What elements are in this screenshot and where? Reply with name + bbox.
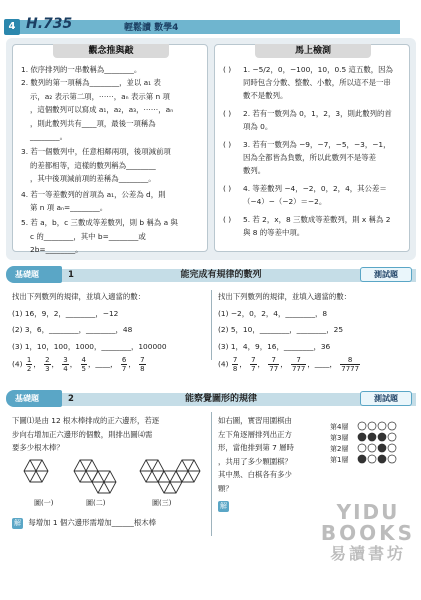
basic-badge: 基礎題 [6,390,62,407]
concept-line: ，這個數列可以寫成 a₁，a₂，a₃，⋯⋯，aₙ [30,105,174,115]
solution-text: 每增加 1 個六邊形需增加______根木棒 [28,518,157,527]
quick-item [223,213,403,239]
layer-label: 第3層 [330,434,349,442]
watermark-text: YIDU [336,500,400,524]
quick-item [223,107,403,133]
concept-line: 4. 若一等差數列的首項為 a₁，公差為 d，則 [21,189,166,199]
quick-item-line: 4. 等差數列 −4，−2，0，2，4，其公差＝ [243,184,387,193]
question-line: 左下角逐層排列出正方 [218,429,292,439]
section-number: 1 [68,270,74,280]
figure-caption: 圖(三) [152,499,172,507]
concept-line: 第 n 項 aₙ=________。 [30,203,108,213]
fraction: $\frac{7}{777}$ [291,356,306,373]
question: (3) 1，4，9，16，________，36 [218,341,331,351]
prompt: 找出下列數列的規律，並填入適當的數： [218,292,352,301]
layer-label: 第1層 [330,456,349,464]
question-line: 形，當他排到第 7 層時 [218,443,294,452]
answer-blank[interactable]: ( ) [223,65,232,74]
concept-body [21,63,201,257]
section-number: 2 [68,394,74,404]
question-prefix: (4) [12,359,23,369]
quick-item-line: 數不是數列。 [243,91,288,100]
quick-item-line: 數列。 [243,166,266,175]
concept-line: 2b=________。 [30,245,83,255]
section-title: 能察覺圖形的規律 [184,394,257,404]
fraction: $\frac{1}{2}$ [26,356,32,373]
concept-line: 3. 若一個數列中，任意相鄰兩項，後項減前項 [21,147,171,157]
answer-blank[interactable]: ( ) [223,140,232,149]
fraction: $\frac{7}{8}$ [232,356,238,373]
hexagon-figure-1 [24,460,48,482]
answer-blank[interactable]: ( ) [223,184,232,193]
hexagon-figure-3 [140,460,200,493]
watermark-text: 易讀書坊 [329,544,406,563]
test-badge: 測試題 [360,391,412,406]
question: (1) −2，0，2，4，________，8 [218,308,328,318]
page-header [0,0,421,34]
question-line: 如右圖，實習用圍棋由 [218,416,292,425]
section-2-solution [12,516,208,530]
question-line: 其中黑、白棋各有多少 [218,470,292,479]
publisher-watermark [318,502,418,564]
solution-row [218,499,328,513]
quick-item-line: 同時包含分數、整數、小數，所以這不是一串 [243,78,391,87]
answer-blank[interactable]: ( ) [223,109,232,118]
quick-item-line: 與 8 的等差中項。 [243,228,305,237]
layer-label: 第2層 [330,445,349,453]
section-1-left [12,290,208,373]
concept-line: 2. 數列的第一項稱為________，並以 a₁ 表 [21,78,161,88]
quick-item [223,182,403,208]
concept-line: 5. 若 a，b，c 三數成等差數列，則 b 稱為 a 與 [21,218,178,228]
concept-card [12,44,208,255]
quick-item-line: 因為全都皆為負數，所以此數列不是等差 [243,153,377,162]
concept-line: ，其中後項減前項的差稱為________。 [30,174,156,184]
column-divider [211,290,212,360]
question: (2) 5，10，________，________，25 [218,325,344,334]
concept-line: 示，a₂ 表示第二項，⋯⋯，aₙ 表示第 n 項 [30,91,170,101]
quick-item-line: （−4）−（−2）＝−2。 [243,197,327,206]
layer-label: 第4層 [330,423,349,431]
brand-logo: H.735 [26,16,73,32]
section-1-header [6,266,416,284]
page-number: 4 [4,19,20,35]
question-line: 步向右增加正六邊形的個數，則排出圖⑷需 [12,429,153,439]
go-stones [358,422,396,463]
concept-panel [6,38,416,260]
quick-check-card [214,44,410,252]
section-2-right [218,414,328,513]
section-1-right [218,290,414,373]
question-line: ，共用了多少顆圍棋？ [218,456,292,466]
question-fractions: (4) $\frac{7}{8}$ ， $\frac{7}{7}$ ， $\frac{7}{77}$ ， $\frac{7}{777}$ ，____， $\frac{8}{7777}$ [218,356,360,373]
fraction: $\frac{7}{7}$ [251,356,256,373]
concept-line: ，則此數列共有____項，最後一項稱為 [30,118,156,128]
watermark-text: BOOKS [320,521,416,545]
basic-badge: 基礎題 [6,266,62,283]
question: (3) 1，10，100，1000，________，100000 [12,341,167,351]
solution-label: 解 [14,519,21,527]
concept-title: 觀念推與敲 [53,44,169,58]
solution-label: 解 [220,502,227,510]
figure-caption: 圖(一) [34,499,54,507]
fraction: $\frac{7}{8}$ [140,356,145,373]
figure-caption: 圖(二) [86,499,106,507]
question-line: 顆？ [218,483,233,493]
fraction: $\frac{7}{77}$ [269,356,279,373]
question-line: 下圖⑴是由 12 根木棒排成的正六邊形，若逐 [12,416,160,425]
concept-line: ________。 [30,132,67,142]
question-prefix: (4) [218,359,229,369]
quick-item-line: 3. 若有一數列為 −9，−7，−5，−3，−1， [243,140,391,149]
quick-item-line: 項為 0。 [243,122,273,131]
fraction: $\frac{4}{5}$ [81,356,86,373]
section-2-left [12,414,208,455]
concept-line: c 的________，其中 b=________或 [30,231,146,241]
question: (2) 3，6，________，________，48 [12,325,133,334]
test-badge: 測試題 [360,267,412,282]
concept-line: 的差都相等，這樣的數列稱為________ [30,160,156,170]
answer-blank[interactable]: ( ) [223,215,232,224]
quick-item [223,138,403,177]
section-2-header [6,390,416,408]
quick-item-line: 5. 若 2，x，8 三數成等差數列，則 x 稱為 2 [243,215,391,224]
fraction: $\frac{3}{4}$ [63,356,68,373]
quick-check-body [223,63,403,244]
question: (1) 16，9，2，________，−12 [12,308,119,318]
hexagon-figures [18,456,208,496]
prompt: 找出下列數列的規律，並填入適當的數： [12,292,146,301]
question-fractions: (4) $\frac{1}{2}$ ， $\frac{2}{3}$ ， $\frac{3}{4}$ ， $\frac{4}{5}$ ，____， $\frac{6}{7}$ ， $\frac{7}{8}$ [12,356,145,373]
hexagon-figure-2 [74,460,116,493]
quick-item [223,63,403,102]
question-line: 要多少根木棒？ [12,443,64,452]
go-stones-figure [356,420,412,468]
fraction: $\frac{2}{3}$ [45,356,50,373]
fraction: $\frac{8}{7777}$ [341,356,360,373]
quick-check-title: 馬上檢測 [255,44,371,58]
section-title: 能完成有規律的數列 [180,270,262,280]
concept-line: 1. 依序排列的一串數稱為________。 [21,65,142,74]
quick-item-line: 1. −5/2，0，−100，10，0.5 這五數，因為 [243,65,393,74]
quick-item-line: 2. 若有一數列為 0，1，2，3，則此數列的首 [243,109,392,118]
column-divider [211,412,212,536]
fraction: $\frac{6}{7}$ [121,356,127,373]
series-title: 輕鬆讀 數學4 [124,23,179,33]
